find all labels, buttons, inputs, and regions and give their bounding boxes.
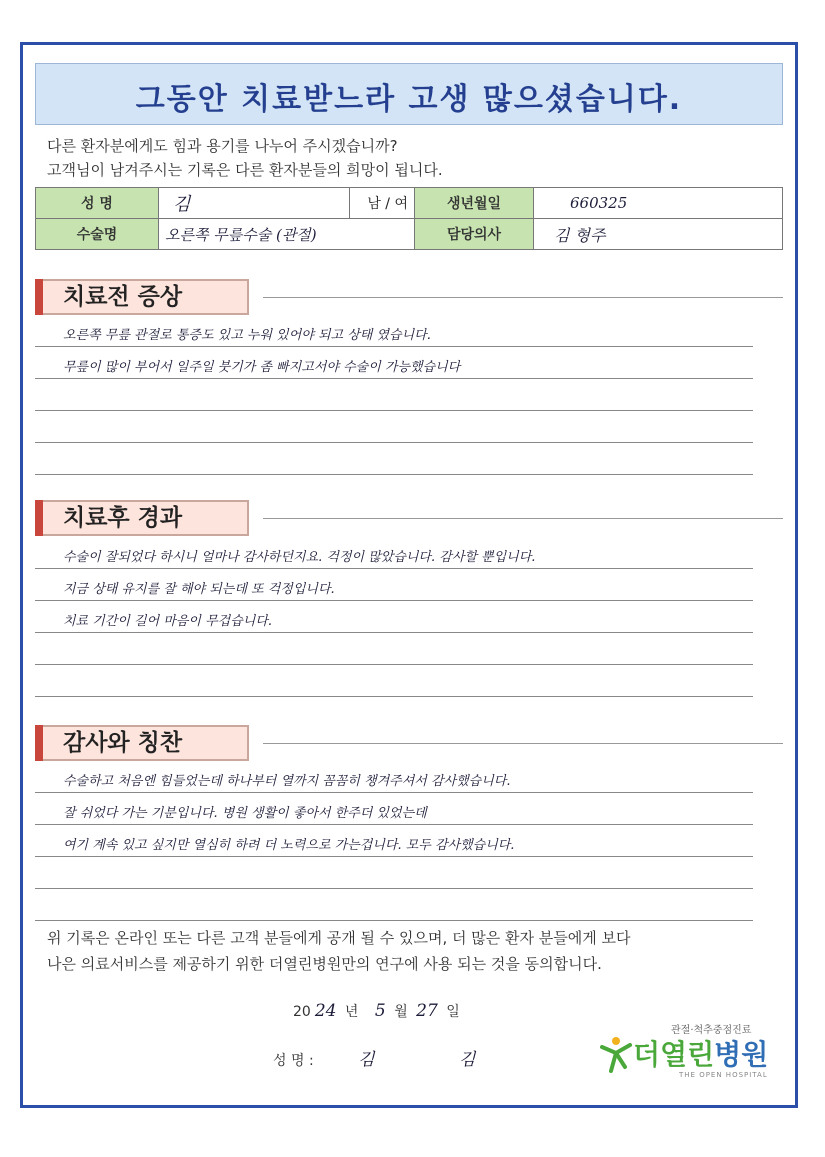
birth-value: 660325: [570, 194, 628, 212]
year-label: 년: [344, 1004, 359, 1020]
surgery-label: 수술명: [36, 219, 159, 250]
form-title: 그동안 치료받느라 고생 많으셨습니다.: [135, 82, 683, 117]
line: [35, 347, 753, 379]
line: [35, 633, 753, 665]
year-handwritten: 24: [314, 1001, 337, 1021]
intro-line-1: 다른 환자분에게도 힘과 용기를 나누어 주시겠습니까?: [47, 137, 398, 155]
section-title-before: 치료전 증상: [35, 279, 249, 315]
intro-line-2: 고객님이 남겨주시는 기록은 다른 환자분들의 희망이 됩니다.: [47, 161, 443, 179]
line: [35, 443, 753, 475]
date-row: [293, 1001, 460, 1021]
line: [35, 857, 753, 889]
handwritten-line: 무릎이 많이 부어서 일주일 붓기가 좀 빠지고서야 수술이 가능했습니다: [63, 360, 461, 375]
line: [35, 825, 753, 857]
logo-name-part2: 병원: [714, 1038, 769, 1071]
surgery-value: 오른쪽 무릎수술 (관절): [165, 225, 317, 244]
doctor-value: 김 형주: [554, 225, 606, 245]
doctor-field[interactable]: [534, 219, 783, 250]
handwritten-line: 치료 기간이 길어 마음이 무겁습니다.: [63, 614, 273, 629]
gender-label: 남 / 여: [367, 196, 408, 212]
signature-mark: 김: [459, 1050, 476, 1070]
handwritten-line: 수술이 잘되었다 하시니 얼마나 감사하던지요. 걱정이 많았습니다. 감사할 뿐입니다.: [63, 550, 536, 565]
line: [35, 889, 753, 921]
birth-field[interactable]: [534, 188, 783, 219]
handwritten-line: 잘 쉬었다 가는 기분입니다. 병원 생활이 좋아서 한주더 있었는데: [63, 806, 427, 821]
line: [35, 665, 753, 697]
month-label: 월: [394, 1004, 408, 1020]
logo-tagline: 관절·척추중점진료: [671, 1025, 752, 1036]
title-bar: [35, 63, 783, 125]
year-prefix: 20: [293, 1004, 311, 1020]
line: [35, 379, 753, 411]
handwritten-line: 지금 상태 유지를 잘 해야 되는데 또 걱정입니다.: [63, 582, 335, 597]
line: [35, 537, 753, 569]
signature-label: 성 명 :: [273, 1053, 314, 1069]
handwritten-line: 오른쪽 무릎 관절로 통증도 있고 누워 있어야 되고 상태 였습니다.: [63, 328, 431, 343]
handwritten-line: 수술하고 처음엔 힘들었는데 하나부터 열까지 꼼꼼히 챙겨주셔서 감사했습니다.: [63, 774, 511, 789]
handwritten-line: 여기 계속 있고 싶지만 열심히 하려 더 노력으로 가는겁니다. 모두 감사했습니다.: [63, 838, 515, 853]
month-handwritten: 5: [374, 1001, 386, 1021]
after-lines[interactable]: [35, 537, 753, 697]
name-value: 김: [173, 194, 191, 215]
section-title-thanks: 감사와 칭찬: [35, 725, 249, 761]
day-label: 일: [446, 1004, 460, 1020]
line: [35, 793, 753, 825]
name-field[interactable]: [159, 188, 350, 219]
form-frame: [20, 42, 798, 1108]
name-label: 성 명: [36, 188, 159, 219]
surgery-field[interactable]: [159, 219, 415, 250]
birth-label: 생년월일: [415, 188, 534, 219]
line: [35, 601, 753, 633]
consent-line-1: 위 기록은 온라인 또는 다른 고객 분들에게 공개 될 수 있으며, 더 많은 환자 분들에게 보다: [47, 929, 631, 947]
logo-english: THE OPEN HOSPITAL: [679, 1071, 768, 1079]
line: [35, 411, 753, 443]
day-handwritten: 27: [416, 1001, 438, 1021]
consent-line-2: 나은 의료서비스를 제공하기 위한 더열린병원만의 연구에 사용 되는 것을 동의합니다.: [47, 955, 602, 973]
patient-info-table: [35, 187, 783, 250]
doctor-label: 담당의사: [415, 219, 534, 250]
logo-name-part1: 더열린: [633, 1038, 715, 1071]
before-lines[interactable]: [35, 315, 753, 475]
line: [35, 569, 753, 601]
logo-name: [633, 1033, 768, 1073]
gender-field[interactable]: [350, 188, 415, 219]
signature-name: 김: [358, 1050, 375, 1070]
thanks-lines[interactable]: [35, 761, 753, 921]
section-title-after: 치료후 경과: [35, 500, 249, 536]
line: [35, 761, 753, 793]
signature-row: [273, 1045, 475, 1070]
logo-figure-icon: [599, 1035, 633, 1075]
line: [35, 315, 753, 347]
hospital-logo: [599, 1021, 779, 1091]
